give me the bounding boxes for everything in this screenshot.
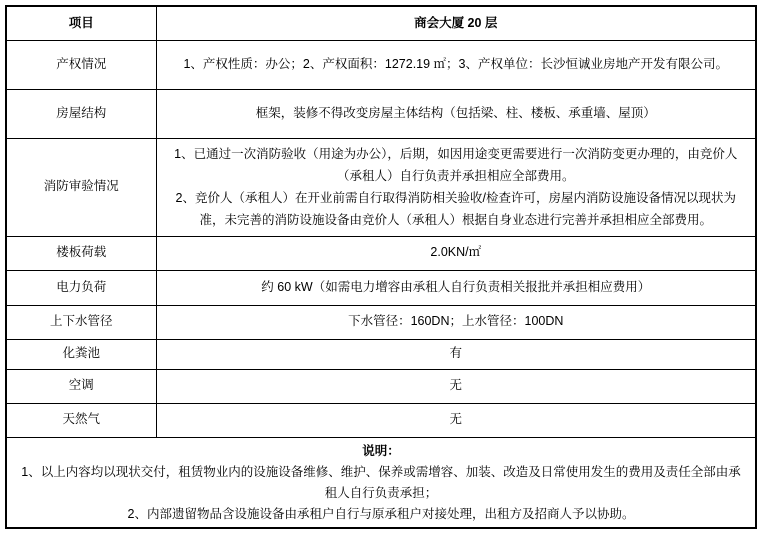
row-water-pipe: [6, 305, 756, 339]
row-label-fire-inspection: 消防审验情况: [6, 138, 156, 236]
header-building-title: 商会大厦 20 层: [156, 6, 756, 40]
row-label-water-pipe: 上下水管径: [6, 305, 156, 339]
row-natural-gas: [6, 403, 756, 437]
row-value-air-conditioning: 无: [156, 369, 756, 403]
row-value-property-rights: 1、产权性质：办公；2、产权面积：1272.19 ㎡；3、产权单位：长沙恒诚业房地产开发有限公司。: [156, 40, 756, 89]
row-value-power-load: 约 60 kW（如需电力增容由承租人自行负责相关报批并承担相应费用）: [156, 270, 756, 305]
notes-cell: [6, 437, 756, 528]
notes-item-1: 1、以上内容均以现状交付，租赁物业内的设施设备维修、维护、保养或需增容、加装、改造及日常使用发生的费用及责任全部由承租人自行负责承担；: [21, 464, 741, 500]
row-label-air-conditioning: 空调: [6, 369, 156, 403]
row-fire-inspection: [6, 138, 756, 236]
row-air-conditioning: [6, 369, 756, 403]
row-notes: [6, 437, 756, 528]
row-value-building-structure: 框架，装修不得改变房屋主体结构（包括梁、柱、楼板、承重墙、屋顶）: [156, 89, 756, 138]
notes-title: 说明：: [362, 443, 400, 458]
row-label-property-rights: 产权情况: [6, 40, 156, 89]
header-item-label: 项目: [6, 6, 156, 40]
property-spec-sheet: [5, 5, 757, 529]
row-value-water-pipe: 下水管径：160DN；上水管径：100DN: [156, 305, 756, 339]
table-header-row: [6, 6, 756, 40]
row-value-floor-load: 2.0KN/㎡: [156, 236, 756, 270]
row-septic-tank: [6, 339, 756, 369]
property-spec-table: [5, 5, 757, 529]
row-value-septic-tank: 有: [156, 339, 756, 369]
row-floor-load: [6, 236, 756, 270]
fire-inspection-paragraph-1: 1、已通过一次消防验收（用途为办公），后期，如因用途变更需要进行一次消防变更办理的，由竞价人（承租人）自行负责并承担相应全部费用。: [174, 147, 738, 183]
row-label-building-structure: 房屋结构: [6, 89, 156, 138]
row-power-load: [6, 270, 756, 305]
row-label-septic-tank: 化粪池: [6, 339, 156, 369]
row-value-natural-gas: 无: [156, 403, 756, 437]
row-building-structure: [6, 89, 756, 138]
fire-inspection-paragraph-2: 2、竞价人（承租人）在开业前需自行取得消防相关验收/检查许可，房屋内消防设施设备情况以现状为准，未完善的消防设施设备由竞价人（承租人）根据自身业态进行完善并承担相应全部费用。: [175, 191, 736, 227]
notes-item-2: 2、内部遗留物品含设施设备由承租户自行与原承租户对接处理，出租方及招商人予以协助。: [127, 506, 635, 521]
row-property-rights: [6, 40, 756, 89]
row-value-fire-inspection: [156, 138, 756, 236]
row-label-natural-gas: 天然气: [6, 403, 156, 437]
row-label-floor-load: 楼板荷载: [6, 236, 156, 270]
row-label-power-load: 电力负荷: [6, 270, 156, 305]
